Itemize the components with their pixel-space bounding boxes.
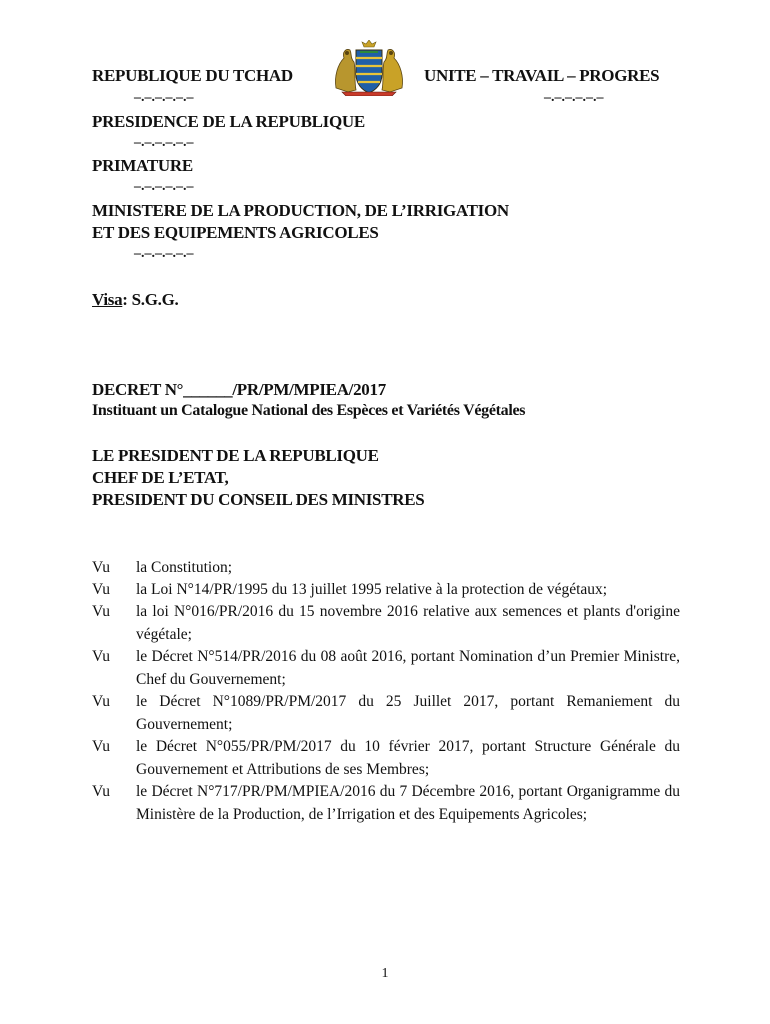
visa-item (92, 736, 680, 781)
authority-line2: CHEF DE L’ETAT, (92, 468, 229, 487)
visa-item-label: Vu (92, 603, 111, 620)
visa-item-label: Vu (92, 693, 111, 710)
national-motto: UNITE – TRAVAIL – PROGRES (424, 66, 660, 85)
visa-item (92, 601, 680, 646)
visa-item (92, 646, 680, 691)
ministry-heading-line2: ET DES EQUIPEMENTS AGRICOLES (92, 223, 379, 242)
coat-of-arms-icon (330, 40, 408, 96)
decree-subject: Instituant un Catalogue National des Espèces et Variétés Végétales (92, 402, 526, 419)
visa-item (92, 691, 680, 736)
header-separator-left: –.–.–.–.–.– (134, 90, 194, 105)
presidence-separator: –.–.–.–.–.– (134, 135, 194, 150)
visa-item-text: le Décret N°717/PR/PM/MPIEA/2016 du 7 Décembre 2016, portant Organigramme du Ministère de la Production, de l’Irrigation et des Equipements Agricoles; (136, 783, 680, 823)
visa-item-text: le Décret N°514/PR/2016 du 08 août 2016, portant Nomination d’un Premier Ministre, Chef du Gouvernement; (136, 648, 680, 688)
ministry-heading-line1: MINISTERE DE LA PRODUCTION, DE L’IRRIGATION (92, 201, 509, 220)
visa-item-text: la Loi N°14/PR/1995 du 13 juillet 1995 relative à la protection de végétaux; (136, 581, 608, 598)
visa-item (92, 781, 680, 826)
visa-item-text: le Décret N°055/PR/PM/2017 du 10 février 2017, portant Structure Générale du Gouvernement et Attributions de ses Membres; (136, 738, 680, 778)
authority-line1: LE PRESIDENT DE LA REPUBLIQUE (92, 446, 379, 465)
primature-heading: PRIMATURE (92, 156, 193, 175)
header-separator-right: –.–.–.–.–.– (544, 90, 604, 105)
decree-number: DECRET N°______/PR/PM/MPIEA/2017 (92, 380, 386, 399)
country-name: REPUBLIQUE DU TCHAD (92, 66, 293, 85)
visa-item-label: Vu (92, 783, 111, 800)
visa-value: : S.G.G. (122, 290, 179, 309)
visa-item (92, 557, 680, 580)
visa-item-text: le Décret N°1089/PR/PM/2017 du 25 Juillet 2017, portant Remaniement du Gouvernement; (136, 693, 680, 733)
ministry-separator: –.–.–.–.–.– (134, 246, 194, 261)
visa-label: Visa (92, 290, 123, 309)
visa-item-text: la Constitution; (136, 559, 233, 576)
visa-item-label: Vu (92, 581, 111, 598)
visa-item-label: Vu (92, 648, 111, 665)
visa-item-text: la loi N°016/PR/2016 du 15 novembre 2016 relative aux semences et plants d'origine végétale; (136, 603, 680, 643)
authority-line3: PRESIDENT DU CONSEIL DES MINISTRES (92, 490, 425, 509)
visa-item-label: Vu (92, 738, 111, 755)
visa-line (92, 290, 178, 310)
primature-separator: –.–.–.–.–.– (134, 179, 194, 194)
visa-item-label: Vu (92, 559, 111, 576)
page-number: 1 (381, 966, 389, 981)
presidence-heading: PRESIDENCE DE LA REPUBLIQUE (92, 112, 365, 131)
visa-item (92, 579, 680, 602)
